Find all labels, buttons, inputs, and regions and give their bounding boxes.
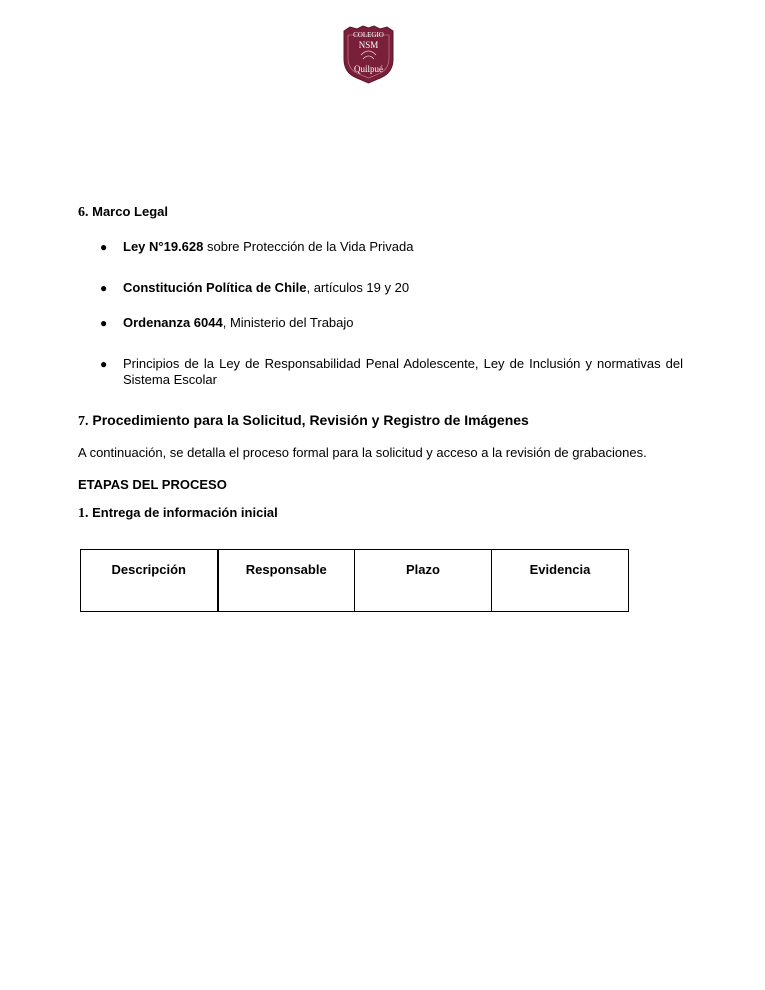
process-table xyxy=(80,549,629,612)
column-header-descripcion: Descripción xyxy=(81,550,218,612)
list-item-bold: Constitución Política de Chile xyxy=(123,280,307,295)
section-7-number: 7. xyxy=(78,414,89,429)
column-header-plazo: Plazo xyxy=(355,550,492,612)
school-logo xyxy=(340,25,397,85)
table-header-row xyxy=(81,550,629,612)
section-6-number: 6. xyxy=(78,205,89,220)
column-header-responsable: Responsable xyxy=(218,550,355,612)
bullet-icon: ● xyxy=(100,316,108,330)
stages-label: ETAPAS DEL PROCESO xyxy=(78,477,227,492)
bullet-icon: ● xyxy=(100,357,108,371)
section-7-title: Procedimiento para la Solicitud, Revisión y Registro de Imágenes xyxy=(92,412,529,428)
bullet-icon: ● xyxy=(100,240,108,254)
list-item-text: , artículos 19 y 20 xyxy=(306,280,410,295)
section-6-heading xyxy=(78,204,168,221)
list-item-text: Principios de la Ley de Responsabilidad Penal Adolescente, Ley de Inclusión y normativas del Sistema Escolar xyxy=(123,356,683,387)
logo-line-quilpue: Quilpué xyxy=(354,64,383,74)
list-item-text: , Ministerio del Trabajo xyxy=(222,315,354,330)
step-1-number: 1. xyxy=(78,506,89,521)
step-1-heading xyxy=(78,505,278,522)
list-item-bold: Ley N°19.628 xyxy=(123,239,204,254)
section-7-heading xyxy=(78,412,529,430)
step-1-title: Entrega de información inicial xyxy=(92,505,278,520)
bullet-icon: ● xyxy=(100,281,108,295)
list-item-text: sobre Protección de la Vida Privada xyxy=(203,239,414,254)
logo-line-colegio: COLEGIO xyxy=(353,31,384,39)
list-item-bold: Ordenanza 6044 xyxy=(123,315,223,330)
logo-line-nsm: NSM xyxy=(358,40,379,50)
section-7-intro: A continuación, se detalla el proceso formal para la solicitud y acceso a la revisión de grabaciones. xyxy=(78,445,647,460)
section-6-title: Marco Legal xyxy=(92,204,168,219)
column-header-evidencia: Evidencia xyxy=(492,550,629,612)
